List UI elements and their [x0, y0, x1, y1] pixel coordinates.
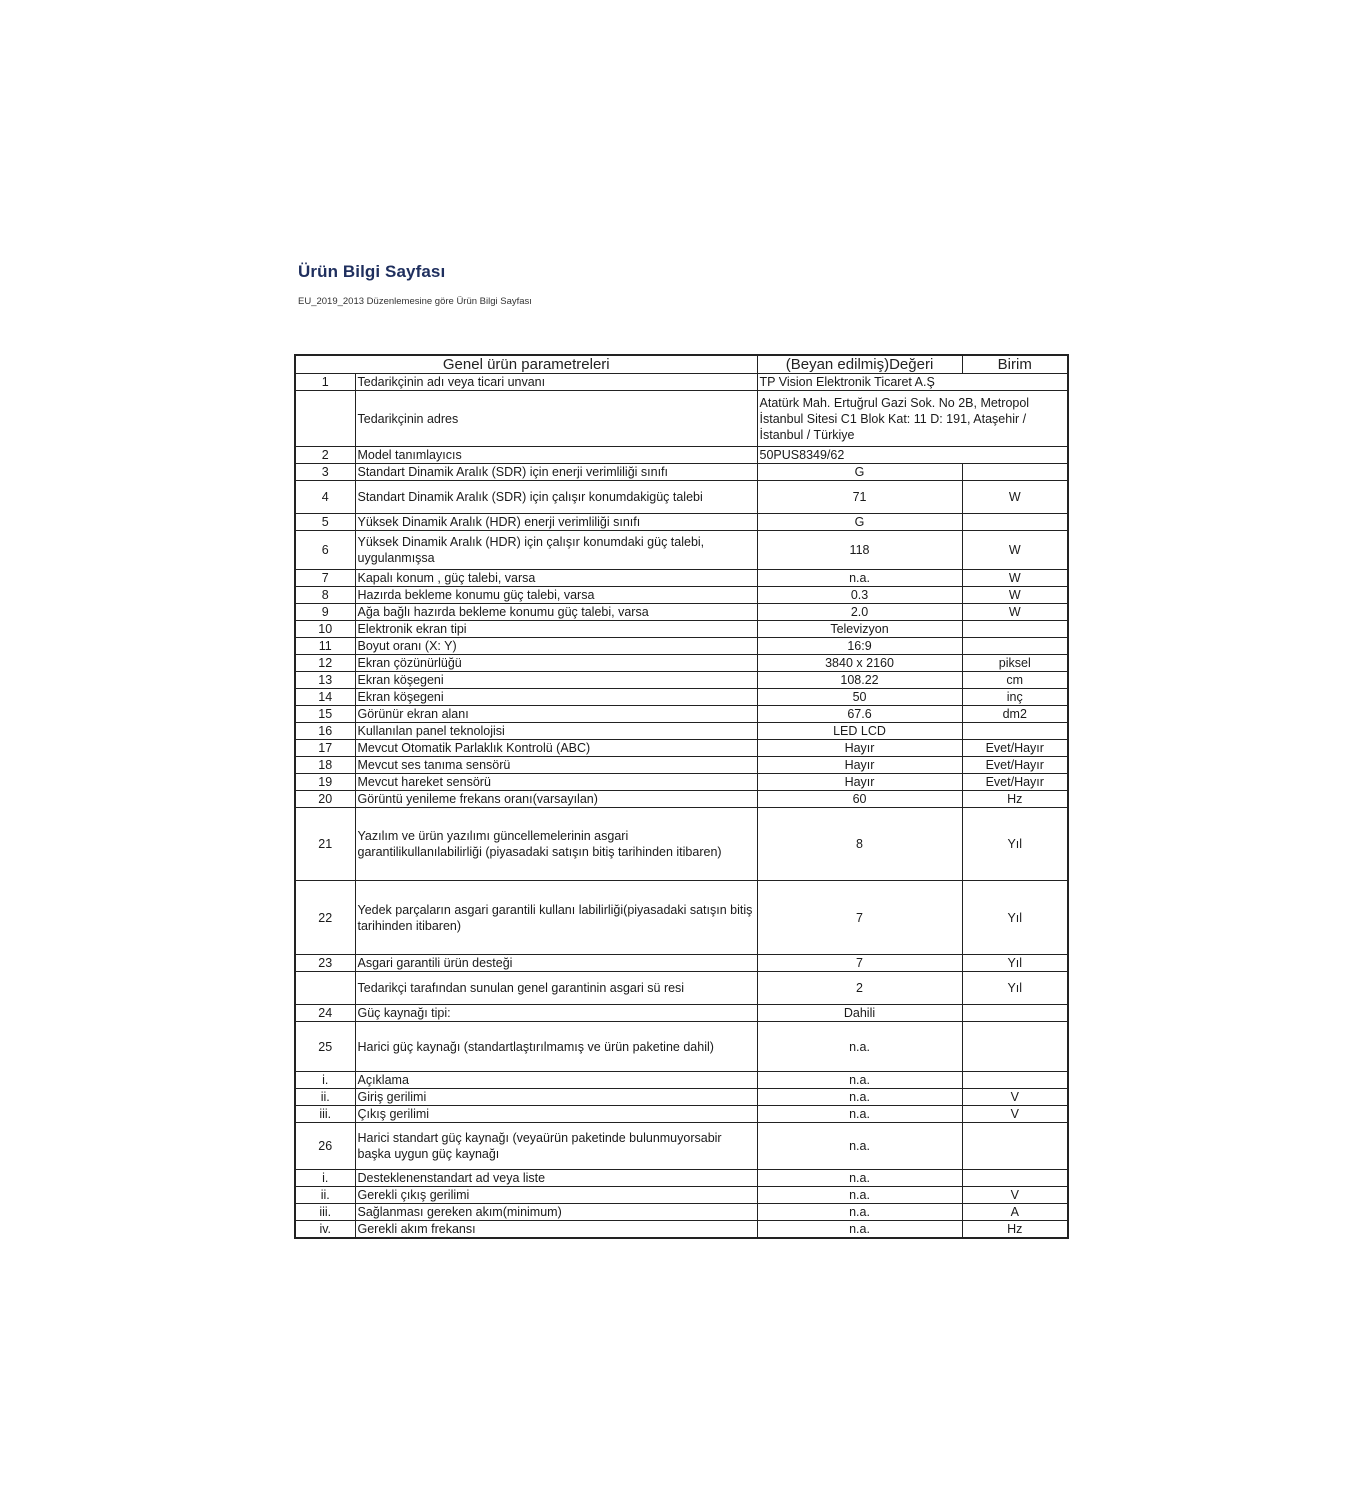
row-parameter: Kapalı konum , güç talebi, varsa: [355, 570, 757, 587]
row-value: G: [757, 464, 962, 481]
row-number: 21: [295, 808, 355, 881]
row-value: TP Vision Elektronik Ticaret A.Ş: [757, 374, 1068, 391]
table-row: [295, 1204, 1068, 1221]
row-number: i.: [295, 1170, 355, 1187]
row-unit: [962, 1123, 1068, 1170]
row-parameter: Açıklama: [355, 1072, 757, 1089]
row-parameter: Yüksek Dinamik Aralık (HDR) enerji verimliliği sınıfı: [355, 514, 757, 531]
table-row: [295, 1022, 1068, 1072]
header-unit: Birim: [962, 355, 1068, 374]
row-number: ii.: [295, 1089, 355, 1106]
row-number: ii.: [295, 1187, 355, 1204]
table-row: [295, 1123, 1068, 1170]
row-unit: [962, 621, 1068, 638]
table-row: [295, 791, 1068, 808]
row-parameter: Mevcut Otomatik Parlaklık Kontrolü (ABC): [355, 740, 757, 757]
row-parameter: Hazırda bekleme konumu güç talebi, varsa: [355, 587, 757, 604]
row-value: 50: [757, 689, 962, 706]
row-value: Dahili: [757, 1005, 962, 1022]
row-parameter: Tedarikçi tarafından sunulan genel garantinin asgari sü resi: [355, 972, 757, 1005]
row-number: [295, 972, 355, 1005]
row-value: LED LCD: [757, 723, 962, 740]
table-row: [295, 1106, 1068, 1123]
row-value: Hayır: [757, 774, 962, 791]
row-number: 22: [295, 881, 355, 955]
row-value: n.a.: [757, 1106, 962, 1123]
row-parameter: Harici standart güç kaynağı (veyaürün paketinde bulunmuyorsabir başka uygun güç kaynağı: [355, 1123, 757, 1170]
row-parameter: Giriş gerilimi: [355, 1089, 757, 1106]
row-parameter: Tedarikçinin adres: [355, 391, 757, 447]
row-value: 71: [757, 481, 962, 514]
row-unit: Evet/Hayır: [962, 740, 1068, 757]
table-row: [295, 808, 1068, 881]
header-parameters: Genel ürün parametreleri: [295, 355, 757, 374]
row-number: 6: [295, 531, 355, 570]
row-parameter: Boyut oranı (X: Y): [355, 638, 757, 655]
table-header-row: [295, 355, 1068, 374]
row-number: 4: [295, 481, 355, 514]
row-unit: Hz: [962, 1221, 1068, 1239]
row-parameter: Yüksek Dinamik Aralık (HDR) için çalışır konumdaki güç talebi, uygulanmışsa: [355, 531, 757, 570]
row-value: n.a.: [757, 1123, 962, 1170]
product-info-table: [294, 354, 1069, 1239]
table-row: [295, 587, 1068, 604]
row-value: 8: [757, 808, 962, 881]
row-value: 2.0: [757, 604, 962, 621]
row-parameter: Gerekli çıkış gerilimi: [355, 1187, 757, 1204]
row-unit: dm2: [962, 706, 1068, 723]
row-unit: [962, 723, 1068, 740]
row-unit: cm: [962, 672, 1068, 689]
table-row: [295, 689, 1068, 706]
row-value: Hayır: [757, 740, 962, 757]
row-value: 7: [757, 881, 962, 955]
row-value: Atatürk Mah. Ertuğrul Gazi Sok. No 2B, Metropol İstanbul Sitesi C1 Blok Kat: 11 D: 191, Ataşehir / İstanbul / Türkiye: [757, 391, 1068, 447]
table-row: [295, 481, 1068, 514]
table-row: [295, 955, 1068, 972]
row-unit: W: [962, 570, 1068, 587]
row-unit: [962, 514, 1068, 531]
row-unit: [962, 1022, 1068, 1072]
row-number: 14: [295, 689, 355, 706]
table-row: [295, 531, 1068, 570]
row-value: 3840 x 2160: [757, 655, 962, 672]
row-number: iv.: [295, 1221, 355, 1239]
row-unit: [962, 1170, 1068, 1187]
row-parameter: Yazılım ve ürün yazılımı güncellemelerinin asgari garantilikullanılabilirliği (piyasadaki satışın bitiş tarihinden itibaren): [355, 808, 757, 881]
table-row: [295, 774, 1068, 791]
row-number: 16: [295, 723, 355, 740]
row-unit: piksel: [962, 655, 1068, 672]
row-number: [295, 391, 355, 447]
row-parameter: Ekran köşegeni: [355, 672, 757, 689]
table-row: [295, 1170, 1068, 1187]
table-row: [295, 464, 1068, 481]
row-value: 50PUS8349/62: [757, 447, 1068, 464]
row-value: 60: [757, 791, 962, 808]
row-value: n.a.: [757, 1089, 962, 1106]
row-parameter: Elektronik ekran tipi: [355, 621, 757, 638]
row-number: 10: [295, 621, 355, 638]
row-number: iii.: [295, 1106, 355, 1123]
table-row: [295, 972, 1068, 1005]
row-parameter: Görünür ekran alanı: [355, 706, 757, 723]
row-unit: W: [962, 604, 1068, 621]
row-number: 15: [295, 706, 355, 723]
row-parameter: Ekran köşegeni: [355, 689, 757, 706]
row-number: 18: [295, 757, 355, 774]
row-value: 118: [757, 531, 962, 570]
row-unit: [962, 464, 1068, 481]
table-row: [295, 1221, 1068, 1239]
row-value: 16:9: [757, 638, 962, 655]
row-parameter: Yedek parçaların asgari garantili kullanı labilirliği(piyasadaki satışın bitiş tarihinden itibaren): [355, 881, 757, 955]
row-number: 2: [295, 447, 355, 464]
row-unit: W: [962, 531, 1068, 570]
row-unit: V: [962, 1106, 1068, 1123]
row-parameter: Asgari garantili ürün desteği: [355, 955, 757, 972]
row-parameter: Mevcut ses tanıma sensörü: [355, 757, 757, 774]
row-number: 7: [295, 570, 355, 587]
row-number: 25: [295, 1022, 355, 1072]
row-value: G: [757, 514, 962, 531]
row-unit: [962, 1005, 1068, 1022]
row-parameter: Standart Dinamik Aralık (SDR) için enerji verimliliği sınıfı: [355, 464, 757, 481]
row-parameter: Tedarikçinin adı veya ticari unvanı: [355, 374, 757, 391]
row-number: 20: [295, 791, 355, 808]
row-unit: V: [962, 1187, 1068, 1204]
row-unit: Yıl: [962, 972, 1068, 1005]
table-row: [295, 1089, 1068, 1106]
row-unit: inç: [962, 689, 1068, 706]
row-unit: Yıl: [962, 881, 1068, 955]
row-parameter: Harici güç kaynağı (standartlaştırılmamış ve ürün paketine dahil): [355, 1022, 757, 1072]
table-row: [295, 1187, 1068, 1204]
row-value: n.a.: [757, 1221, 962, 1239]
row-parameter: Mevcut hareket sensörü: [355, 774, 757, 791]
table-row: [295, 447, 1068, 464]
row-parameter: Kullanılan panel teknolojisi: [355, 723, 757, 740]
row-value: 108.22: [757, 672, 962, 689]
row-value: Hayır: [757, 757, 962, 774]
row-value: n.a.: [757, 1170, 962, 1187]
row-parameter: Güç kaynağı tipi:: [355, 1005, 757, 1022]
table-row: [295, 757, 1068, 774]
row-number: i.: [295, 1072, 355, 1089]
row-parameter: Standart Dinamik Aralık (SDR) için çalışır konumdakigüç talebi: [355, 481, 757, 514]
row-parameter: Çıkış gerilimi: [355, 1106, 757, 1123]
table-row: [295, 740, 1068, 757]
row-value: Televizyon: [757, 621, 962, 638]
table-row: [295, 1072, 1068, 1089]
table-row: [295, 604, 1068, 621]
row-parameter: Görüntü yenileme frekans oranı(varsayılan): [355, 791, 757, 808]
table-row: [295, 881, 1068, 955]
row-number: 13: [295, 672, 355, 689]
row-unit: Evet/Hayır: [962, 757, 1068, 774]
row-number: 19: [295, 774, 355, 791]
row-number: 3: [295, 464, 355, 481]
row-value: n.a.: [757, 1204, 962, 1221]
table-row: [295, 723, 1068, 740]
row-unit: [962, 1072, 1068, 1089]
row-unit: Yıl: [962, 955, 1068, 972]
table-row: [295, 514, 1068, 531]
row-unit: Evet/Hayır: [962, 774, 1068, 791]
row-value: n.a.: [757, 570, 962, 587]
header-value: (Beyan edilmiş)Değeri: [757, 355, 962, 374]
row-parameter: Ağa bağlı hazırda bekleme konumu güç talebi, varsa: [355, 604, 757, 621]
row-parameter: Sağlanması gereken akım(minimum): [355, 1204, 757, 1221]
row-number: 9: [295, 604, 355, 621]
row-value: n.a.: [757, 1187, 962, 1204]
row-number: 8: [295, 587, 355, 604]
row-number: 11: [295, 638, 355, 655]
table-row: [295, 621, 1068, 638]
table-row: [295, 706, 1068, 723]
row-number: 17: [295, 740, 355, 757]
page-title: Ürün Bilgi Sayfası: [298, 262, 446, 281]
table-row: [295, 638, 1068, 655]
row-value: n.a.: [757, 1072, 962, 1089]
row-value: 7: [757, 955, 962, 972]
row-number: 5: [295, 514, 355, 531]
table-row: [295, 672, 1068, 689]
row-number: 23: [295, 955, 355, 972]
row-number: iii.: [295, 1204, 355, 1221]
page-subtitle: EU_2019_2013 Düzenlemesine göre Ürün Bilgi Sayfası: [298, 296, 532, 307]
table-row: [295, 570, 1068, 587]
row-parameter: Ekran çözünürlüğü: [355, 655, 757, 672]
table-row: [295, 1005, 1068, 1022]
table-row: [295, 391, 1068, 447]
row-number: 12: [295, 655, 355, 672]
row-parameter: Desteklenenstandart ad veya liste: [355, 1170, 757, 1187]
row-unit: W: [962, 587, 1068, 604]
row-number: 26: [295, 1123, 355, 1170]
row-value: n.a.: [757, 1022, 962, 1072]
row-value: 2: [757, 972, 962, 1005]
row-number: 24: [295, 1005, 355, 1022]
table-row: [295, 655, 1068, 672]
row-unit: Hz: [962, 791, 1068, 808]
row-unit: [962, 638, 1068, 655]
row-parameter: Gerekli akım frekansı: [355, 1221, 757, 1239]
row-parameter: Model tanımlayıcıs: [355, 447, 757, 464]
table-body: [295, 374, 1068, 1239]
row-unit: V: [962, 1089, 1068, 1106]
row-value: 67.6: [757, 706, 962, 723]
row-unit: W: [962, 481, 1068, 514]
row-unit: A: [962, 1204, 1068, 1221]
row-unit: Yıl: [962, 808, 1068, 881]
table-row: [295, 374, 1068, 391]
row-value: 0.3: [757, 587, 962, 604]
row-number: 1: [295, 374, 355, 391]
